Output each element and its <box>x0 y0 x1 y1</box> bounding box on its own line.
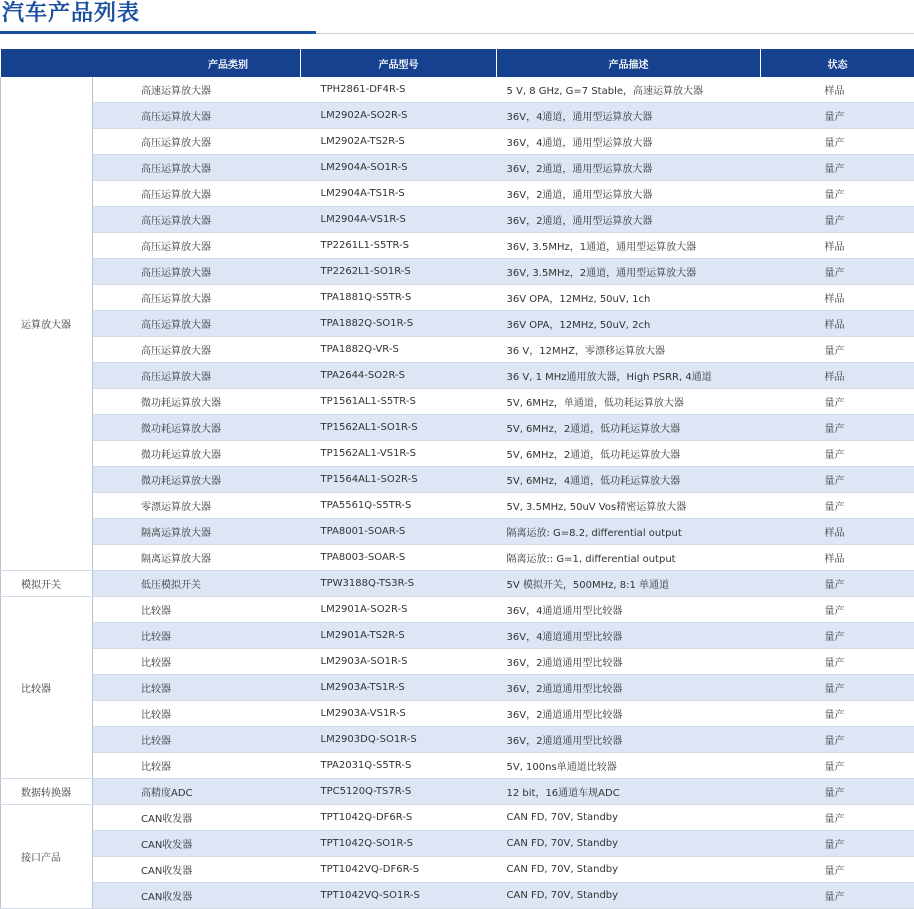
status-cell: 样品 <box>761 311 914 337</box>
category-cell: 接口产品 <box>1 805 93 909</box>
status-cell: 量产 <box>761 727 914 753</box>
product-type-cell: CAN收发器 <box>93 883 301 909</box>
product-type-cell: 低压模拟开关 <box>93 571 301 597</box>
product-model-cell: TPA1882Q-SO1R-S <box>301 311 497 337</box>
status-cell: 量产 <box>761 623 914 649</box>
product-description-cell: 5V, 6MHz，2通道，低功耗运算放大器 <box>497 415 761 441</box>
product-model-cell: TPA2644-SO2R-S <box>301 363 497 389</box>
product-model-cell: TPC5120Q-TS7R-S <box>301 779 497 805</box>
table-row <box>1 415 914 441</box>
category-cell: 运算放大器 <box>1 77 93 571</box>
category-cell: 数据转换器 <box>1 779 93 805</box>
product-type-cell: 微功耗运算放大器 <box>93 415 301 441</box>
product-model-cell: TPT1042Q-SO1R-S <box>301 831 497 857</box>
table-row <box>1 779 914 805</box>
product-type-cell: 高压运算放大器 <box>93 207 301 233</box>
product-description-cell: 5V, 3.5MHz, 50uV Vos精密运算放大器 <box>497 493 761 519</box>
status-cell: 量产 <box>761 805 914 831</box>
product-description-cell: 5 V, 8 GHz, G=7 Stable，高速运算放大器 <box>497 77 761 103</box>
product-description-cell: CAN FD, 70V, Standby <box>497 857 761 883</box>
product-type-cell: CAN收发器 <box>93 831 301 857</box>
product-type-cell: 高压运算放大器 <box>93 311 301 337</box>
table-row <box>1 883 914 909</box>
product-type-cell: 比较器 <box>93 675 301 701</box>
table-row <box>1 597 914 623</box>
table-header <box>1 49 914 77</box>
table-row <box>1 77 914 103</box>
product-type-cell: 比较器 <box>93 649 301 675</box>
product-model-cell: TPA1882Q-VR-S <box>301 337 497 363</box>
product-description-cell: CAN FD, 70V, Standby <box>497 831 761 857</box>
product-description-cell: 5V 模拟开关，500MHz, 8:1 单通道 <box>497 571 761 597</box>
status-cell: 量产 <box>761 675 914 701</box>
product-description-cell: 12 bit，16通道车规ADC <box>497 779 761 805</box>
status-cell: 量产 <box>761 467 914 493</box>
title-underline <box>0 31 316 34</box>
table-row <box>1 311 914 337</box>
product-type-cell: 高精度ADC <box>93 779 301 805</box>
product-description-cell: 5V, 6MHz，4通道，低功耗运算放大器 <box>497 467 761 493</box>
product-model-cell: TPT1042Q-DF6R-S <box>301 805 497 831</box>
status-cell: 量产 <box>761 753 914 779</box>
product-type-cell: 比较器 <box>93 597 301 623</box>
product-description-cell: 36V，4通道，通用型运算放大器 <box>497 129 761 155</box>
product-description-cell: 36V，4通道通用型比较器 <box>497 623 761 649</box>
status-cell: 样品 <box>761 233 914 259</box>
product-description-cell: 36V，2通道，通用型运算放大器 <box>497 207 761 233</box>
status-cell: 样品 <box>761 77 914 103</box>
product-type-cell: 比较器 <box>93 701 301 727</box>
table-row <box>1 389 914 415</box>
product-model-cell: LM2902A-SO2R-S <box>301 103 497 129</box>
table-row <box>1 233 914 259</box>
product-description-cell: 36V, 3.5MHz，1通道，通用型运算放大器 <box>497 233 761 259</box>
header-model: 产品型号 <box>301 49 497 77</box>
table-row <box>1 207 914 233</box>
status-cell: 量产 <box>761 571 914 597</box>
status-cell: 量产 <box>761 415 914 441</box>
product-type-cell: 高压运算放大器 <box>93 129 301 155</box>
table-row <box>1 753 914 779</box>
product-table <box>0 49 914 909</box>
category-cell: 比较器 <box>1 597 93 779</box>
product-type-cell: CAN收发器 <box>93 857 301 883</box>
table-row <box>1 155 914 181</box>
table-row <box>1 857 914 883</box>
product-description-cell: 36 V, 1 MHz通用放大器，High PSRR, 4通道 <box>497 363 761 389</box>
product-type-cell: 高压运算放大器 <box>93 363 301 389</box>
product-type-cell: 高压运算放大器 <box>93 337 301 363</box>
product-model-cell: TP1562AL1-SO1R-S <box>301 415 497 441</box>
product-description-cell: 36 V，12MHZ，零漂移运算放大器 <box>497 337 761 363</box>
product-type-cell: 高压运算放大器 <box>93 259 301 285</box>
table-row <box>1 805 914 831</box>
product-type-cell: 高压运算放大器 <box>93 233 301 259</box>
product-model-cell: LM2903A-SO1R-S <box>301 649 497 675</box>
product-model-cell: TPA5561Q-S5TR-S <box>301 493 497 519</box>
product-description-cell: 5V, 6MHz，单通道，低功耗运算放大器 <box>497 389 761 415</box>
product-model-cell: LM2904A-VS1R-S <box>301 207 497 233</box>
table-row <box>1 337 914 363</box>
product-type-cell: 微功耗运算放大器 <box>93 389 301 415</box>
product-model-cell: TP1562AL1-VS1R-S <box>301 441 497 467</box>
status-cell: 量产 <box>761 493 914 519</box>
product-type-cell: CAN收发器 <box>93 805 301 831</box>
table-row <box>1 103 914 129</box>
product-type-cell: 高压运算放大器 <box>93 285 301 311</box>
table-row <box>1 831 914 857</box>
product-type-cell: 高速运算放大器 <box>93 77 301 103</box>
product-description-cell: 36V，2通道通用型比较器 <box>497 675 761 701</box>
status-cell: 量产 <box>761 883 914 909</box>
table-row <box>1 285 914 311</box>
product-description-cell: 36V，2通道通用型比较器 <box>497 727 761 753</box>
table-row <box>1 727 914 753</box>
product-type-cell: 隔离运算放大器 <box>93 519 301 545</box>
product-description-cell: 5V, 100ns单通道比较器 <box>497 753 761 779</box>
header-status: 状态 <box>761 49 914 77</box>
product-model-cell: LM2901A-SO2R-S <box>301 597 497 623</box>
product-model-cell: TP2261L1-S5TR-S <box>301 233 497 259</box>
status-cell: 量产 <box>761 207 914 233</box>
table-row <box>1 441 914 467</box>
status-cell: 样品 <box>761 519 914 545</box>
status-cell: 量产 <box>761 649 914 675</box>
product-description-cell: 36V，2通道，通用型运算放大器 <box>497 155 761 181</box>
product-model-cell: TPW3188Q-TS3R-S <box>301 571 497 597</box>
product-model-cell: TPT1042VQ-SO1R-S <box>301 883 497 909</box>
product-model-cell: LM2901A-TS2R-S <box>301 623 497 649</box>
table-row <box>1 259 914 285</box>
status-cell: 量产 <box>761 389 914 415</box>
product-type-cell: 高压运算放大器 <box>93 103 301 129</box>
product-type-cell: 零漂运算放大器 <box>93 493 301 519</box>
product-description-cell: 隔离运放: G=8.2, differential output <box>497 519 761 545</box>
product-model-cell: TPA8003-SOAR-S <box>301 545 497 571</box>
product-description-cell: 36V，4通道通用型比较器 <box>497 597 761 623</box>
product-description-cell: 36V，4通道，通用型运算放大器 <box>497 103 761 129</box>
product-description-cell: 隔离运放:: G=1, differential output <box>497 545 761 571</box>
table-row <box>1 181 914 207</box>
status-cell: 样品 <box>761 285 914 311</box>
status-cell: 量产 <box>761 701 914 727</box>
product-description-cell: 36V OPA，12MHz, 50uV, 2ch <box>497 311 761 337</box>
table-row <box>1 571 914 597</box>
product-model-cell: TPT1042VQ-DF6R-S <box>301 857 497 883</box>
page-title: 汽车产品列表 <box>2 0 140 28</box>
product-model-cell: TPH2861-DF4R-S <box>301 77 497 103</box>
product-description-cell: CAN FD, 70V, Standby <box>497 883 761 909</box>
status-cell: 量产 <box>761 155 914 181</box>
product-description-cell: 36V, 3.5MHz，2通道，通用型运算放大器 <box>497 259 761 285</box>
product-description-cell: 36V，2通道通用型比较器 <box>497 701 761 727</box>
table-row <box>1 467 914 493</box>
product-model-cell: LM2904A-SO1R-S <box>301 155 497 181</box>
product-description-cell: 36V OPA，12MHz, 50uV, 1ch <box>497 285 761 311</box>
product-type-cell: 比较器 <box>93 753 301 779</box>
product-model-cell: LM2903DQ-SO1R-S <box>301 727 497 753</box>
title-rule <box>316 33 914 34</box>
table-row <box>1 675 914 701</box>
product-model-cell: LM2903A-VS1R-S <box>301 701 497 727</box>
product-description-cell: 5V, 6MHz，2通道，低功耗运算放大器 <box>497 441 761 467</box>
status-cell: 量产 <box>761 831 914 857</box>
table-row <box>1 545 914 571</box>
header-description: 产品描述 <box>497 49 761 77</box>
product-type-cell: 微功耗运算放大器 <box>93 441 301 467</box>
table-row <box>1 519 914 545</box>
product-model-cell: TPA8001-SOAR-S <box>301 519 497 545</box>
product-type-cell: 隔离运算放大器 <box>93 545 301 571</box>
product-model-cell: TPA2031Q-S5TR-S <box>301 753 497 779</box>
product-model-cell: TP1564AL1-SO2R-S <box>301 467 497 493</box>
product-model-cell: TP1561AL1-S5TR-S <box>301 389 497 415</box>
product-description-cell: 36V，2通道，通用型运算放大器 <box>497 181 761 207</box>
status-cell: 量产 <box>761 441 914 467</box>
table-body <box>1 77 914 909</box>
product-model-cell: LM2903A-TS1R-S <box>301 675 497 701</box>
table-row <box>1 493 914 519</box>
status-cell: 量产 <box>761 129 914 155</box>
status-cell: 样品 <box>761 363 914 389</box>
product-type-cell: 比较器 <box>93 623 301 649</box>
status-cell: 样品 <box>761 545 914 571</box>
product-type-cell: 微功耗运算放大器 <box>93 467 301 493</box>
table-row <box>1 649 914 675</box>
status-cell: 量产 <box>761 259 914 285</box>
product-model-cell: TPA1881Q-S5TR-S <box>301 285 497 311</box>
header-category: 产品类别 <box>1 49 301 77</box>
product-type-cell: 比较器 <box>93 727 301 753</box>
product-model-cell: LM2904A-TS1R-S <box>301 181 497 207</box>
table-row <box>1 129 914 155</box>
table-row <box>1 363 914 389</box>
status-cell: 量产 <box>761 779 914 805</box>
status-cell: 量产 <box>761 103 914 129</box>
product-description-cell: CAN FD, 70V, Standby <box>497 805 761 831</box>
status-cell: 量产 <box>761 857 914 883</box>
status-cell: 量产 <box>761 337 914 363</box>
product-description-cell: 36V，2通道通用型比较器 <box>497 649 761 675</box>
product-type-cell: 高压运算放大器 <box>93 155 301 181</box>
table-row <box>1 701 914 727</box>
status-cell: 量产 <box>761 597 914 623</box>
product-model-cell: TP2262L1-SO1R-S <box>301 259 497 285</box>
category-cell: 模拟开关 <box>1 571 93 597</box>
product-model-cell: LM2902A-TS2R-S <box>301 129 497 155</box>
table-row <box>1 623 914 649</box>
status-cell: 量产 <box>761 181 914 207</box>
product-type-cell: 高压运算放大器 <box>93 181 301 207</box>
